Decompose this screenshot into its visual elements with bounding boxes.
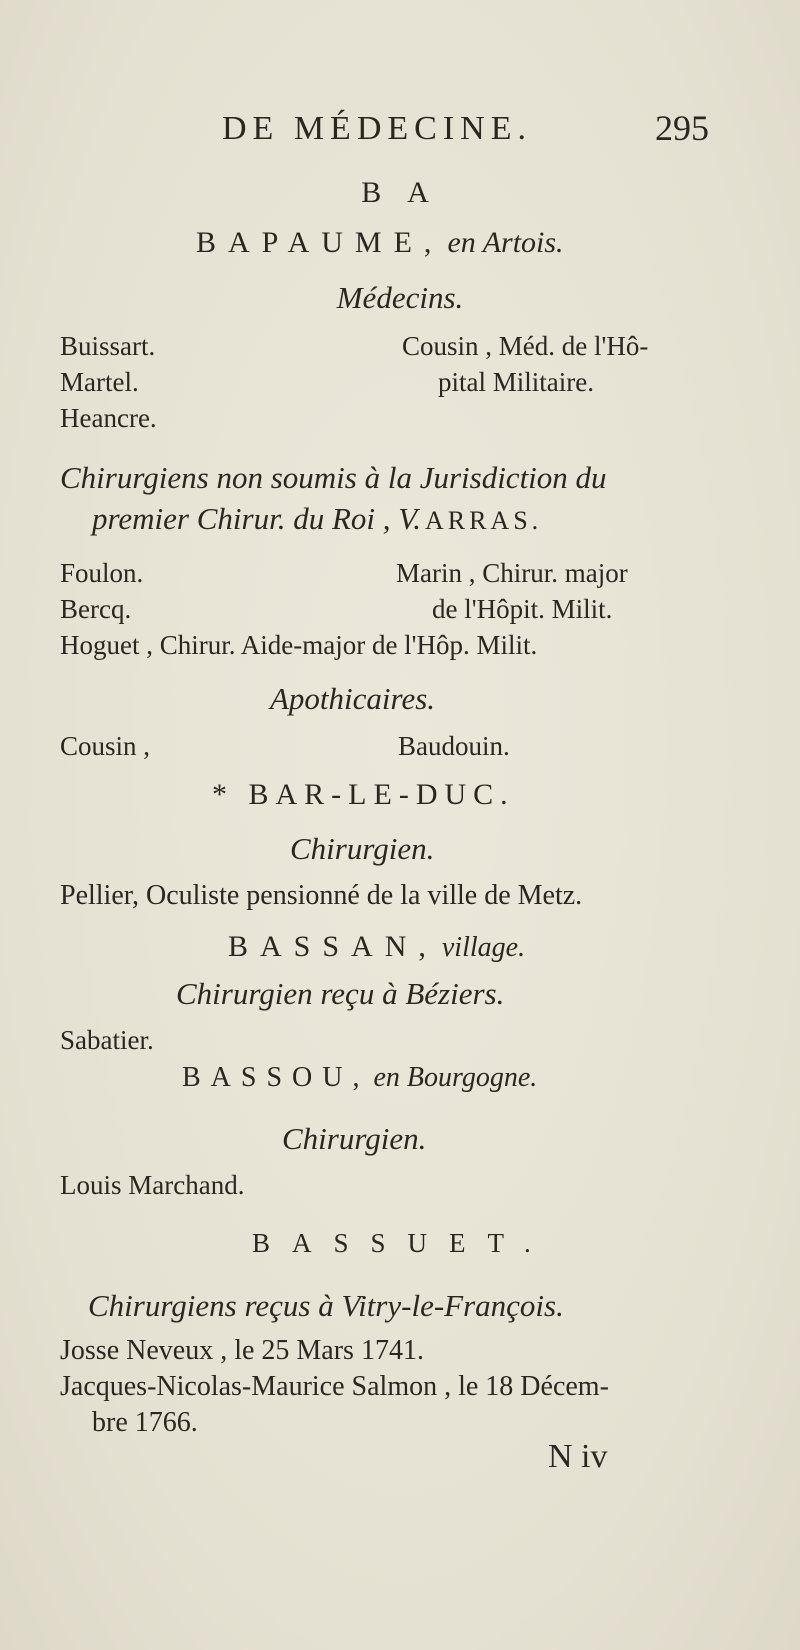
bassuet-entry-salmon: Jacques-Nicolas-Maurice Salmon , le 18 Décem- [60,1371,609,1402]
medecin-martel: Martel. [60,367,139,397]
chirurgiens-label-line2-italic: premier Chirur. du Roi , V. [92,501,421,536]
chirurgien-marin-line1: Marin , Chirur. major [396,558,628,588]
medecin-cousin-line1: Cousin , Méd. de l'Hô- [402,331,649,361]
page-number: 295 [655,108,709,148]
apothicaires-label: Apothicaires. [270,681,436,716]
bassou-subtitle: en Bourgogne. [373,1062,538,1093]
bassan-title: BASSAN, [228,930,438,963]
chirurgien-marin-line2: de l'Hôpit. Milit. [432,594,613,624]
medecin-buissart: Buissart. [60,331,156,361]
bassou-title: BASSOU, [182,1062,370,1093]
bapaume-heading [196,228,564,258]
bassan-label: Chirurgien reçu à Béziers. [176,976,505,1011]
chirurgien-bercq: Bercq. [60,594,132,624]
bassou-heading [182,1064,537,1092]
apothicaire-baudouin: Baudouin. [398,731,510,761]
medecins-label: Médecins. [336,280,464,315]
chirurgien-hoguet: Hoguet , Chirur. Aide-major de l'Hôp. Milit. [60,630,538,660]
bassan-heading [228,932,525,962]
bapaume-subtitle: en Artois. [447,226,564,259]
bassou-label: Chirurgien. [282,1121,427,1156]
bassuet-entry-salmon-cont: bre 1766. [92,1407,198,1438]
arras-reference: ARRAS. [424,506,543,535]
apothicaire-cousin: Cousin , [60,731,151,761]
bassan-sabatier: Sabatier. [60,1025,154,1055]
chirurgiens-label-line2 [92,503,542,534]
bassuet-label: Chirurgiens reçus à Vitry-le-François. [88,1288,564,1323]
bar-le-duc-chirurgien-label: Chirurgien. [290,831,435,866]
medecin-heancre: Heancre. [60,403,157,433]
bapaume-title: BAPAUME, [196,226,444,259]
signature-mark: N iv [548,1438,608,1475]
bar-le-duc-pellier: Pellier, Oculiste pensionné de la ville de Metz. [60,880,583,911]
bassuet-entry-neveux: Josse Neveux , le 25 Mars 1741. [60,1335,424,1366]
chirurgien-foulon: Foulon. [60,558,144,588]
bar-le-duc-heading: * BAR-LE-DUC. [212,778,515,811]
running-head-title: DE MÉDECINE. [222,110,532,147]
bassan-subtitle: village. [441,932,526,963]
bassuet-heading: BASSUET. [252,1228,553,1258]
medecin-cousin-line2: pital Militaire. [438,367,594,397]
section-letters: B A [361,176,439,209]
chirurgiens-label-line1: Chirurgiens non soumis à la Jurisdiction du [60,460,607,495]
bassou-marchand: Louis Marchand. [60,1170,245,1200]
